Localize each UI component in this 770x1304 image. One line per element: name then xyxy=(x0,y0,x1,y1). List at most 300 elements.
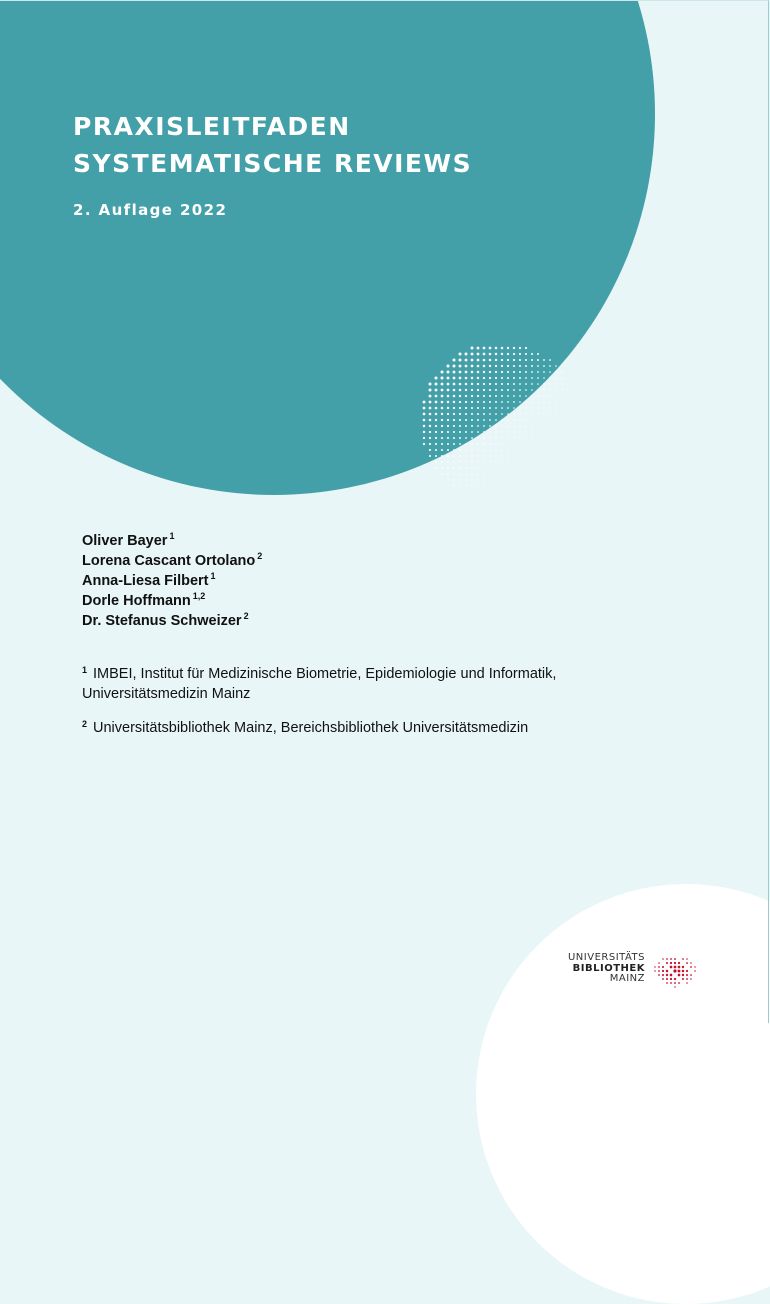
pattern-dot xyxy=(429,437,431,439)
pattern-dot xyxy=(483,359,486,362)
pattern-dot xyxy=(544,438,545,439)
pattern-dot xyxy=(574,414,575,415)
pattern-dot xyxy=(537,419,538,420)
pattern-dot xyxy=(543,395,544,396)
pattern-dot xyxy=(568,426,569,427)
pattern-dot xyxy=(525,377,527,379)
pattern-dot xyxy=(501,353,503,355)
pattern-dot xyxy=(574,402,575,403)
pattern-dot xyxy=(526,480,527,481)
pattern-dot xyxy=(465,455,467,457)
pattern-dot xyxy=(508,462,509,463)
pattern-dot xyxy=(549,389,550,390)
logo-dot xyxy=(662,958,664,960)
pattern-dot xyxy=(555,395,556,396)
pattern-dot xyxy=(513,401,515,403)
pattern-dot xyxy=(507,395,509,397)
pattern-dot xyxy=(532,486,533,487)
pattern-dot xyxy=(561,377,562,378)
pattern-dot xyxy=(483,437,485,439)
pattern-dot xyxy=(489,407,491,409)
corner-circle-shape xyxy=(476,884,770,1304)
pattern-dot xyxy=(525,395,527,397)
pattern-dot xyxy=(465,353,468,356)
pattern-dot xyxy=(549,371,551,373)
pattern-dot xyxy=(520,462,521,463)
pattern-dot xyxy=(447,473,449,475)
pattern-dot xyxy=(447,431,449,433)
pattern-dot xyxy=(471,371,474,374)
pattern-dot xyxy=(537,353,539,355)
pattern-dot xyxy=(532,492,533,493)
pattern-dot xyxy=(574,432,575,433)
pattern-dot xyxy=(520,492,521,493)
title-line-2: SYSTEMATISCHE REVIEWS xyxy=(73,149,473,178)
pattern-dot xyxy=(519,419,520,420)
edition-label: 2. Auflage 2022 xyxy=(73,201,228,219)
pattern-dot xyxy=(441,467,443,469)
logo-dot xyxy=(666,970,669,973)
pattern-dot xyxy=(453,461,455,463)
pattern-dot xyxy=(543,377,545,379)
pattern-dot xyxy=(514,492,515,493)
pattern-dot xyxy=(429,401,432,404)
logo-line-2: BIBLIOTHEK xyxy=(572,962,645,974)
pattern-dot xyxy=(453,371,456,374)
affiliation-2 xyxy=(82,718,528,738)
pattern-dot xyxy=(447,449,449,451)
pattern-dot xyxy=(471,359,474,362)
pattern-dot xyxy=(477,359,480,362)
pattern-dot xyxy=(537,359,539,361)
pattern-dot xyxy=(537,395,538,396)
logo-dot xyxy=(670,978,672,980)
pattern-dot xyxy=(490,486,491,487)
pattern-dot xyxy=(532,462,533,463)
pattern-dot xyxy=(459,395,461,397)
dot-pattern-decoration xyxy=(410,340,590,510)
pattern-dot xyxy=(459,431,461,433)
pattern-dot xyxy=(489,461,490,462)
pattern-dot xyxy=(562,408,563,409)
pattern-dot xyxy=(441,449,443,451)
logo-dot xyxy=(690,962,692,964)
pattern-dot xyxy=(465,401,467,403)
pattern-dot xyxy=(483,431,485,433)
pattern-dot xyxy=(477,419,479,421)
pattern-dot xyxy=(495,389,497,391)
pattern-dot xyxy=(447,455,449,457)
pattern-dot xyxy=(513,395,515,397)
pattern-dot xyxy=(429,383,432,386)
logo-dot xyxy=(670,974,673,977)
logo-dot xyxy=(674,962,676,964)
pattern-dot xyxy=(453,473,454,474)
pattern-dot xyxy=(519,425,520,426)
affiliation-number: 2 xyxy=(82,719,88,729)
pattern-dot xyxy=(447,389,450,392)
pattern-dot xyxy=(447,467,449,469)
pattern-dot xyxy=(483,407,485,409)
author-name: Dorle Hoffmann xyxy=(82,593,191,609)
title-line-1: PRAXISLEITFADEN xyxy=(73,112,351,141)
pattern-dot xyxy=(532,468,533,469)
pattern-dot xyxy=(441,389,444,392)
pattern-dot xyxy=(531,407,532,408)
pattern-dot xyxy=(538,426,539,427)
pattern-dot xyxy=(465,449,467,451)
pattern-dot xyxy=(531,395,532,396)
pattern-dot xyxy=(550,480,551,481)
pattern-dot xyxy=(532,432,533,433)
pattern-dot xyxy=(495,371,497,373)
pattern-dot xyxy=(483,371,485,373)
author-affiliation-mark: 2 xyxy=(257,551,263,561)
pattern-dot xyxy=(502,492,503,493)
pattern-dot xyxy=(526,486,527,487)
pattern-dot xyxy=(519,365,521,367)
pattern-dot xyxy=(447,395,450,398)
pattern-dot xyxy=(453,365,456,368)
pattern-dot xyxy=(477,395,479,397)
logo-dot xyxy=(682,978,684,980)
pattern-dot xyxy=(501,413,503,415)
pattern-dot xyxy=(453,407,455,409)
pattern-dot xyxy=(471,425,473,427)
pattern-dot xyxy=(429,389,432,392)
pattern-dot xyxy=(496,498,497,499)
pattern-dot xyxy=(526,450,527,451)
pattern-dot xyxy=(520,498,521,499)
pattern-dot xyxy=(429,419,432,422)
pattern-dot xyxy=(447,443,449,445)
pattern-dot xyxy=(544,456,545,457)
pattern-dot xyxy=(453,443,455,445)
pattern-dot xyxy=(568,432,569,433)
pattern-dot xyxy=(471,365,474,368)
pattern-dot xyxy=(477,401,479,403)
pattern-dot xyxy=(556,414,557,415)
pattern-dot xyxy=(490,498,491,499)
pattern-dot xyxy=(459,467,460,468)
logo-dot xyxy=(674,978,676,980)
pattern-dot xyxy=(513,407,515,409)
pattern-dot xyxy=(429,413,432,416)
pattern-dot xyxy=(562,414,563,415)
affiliation-text: IMBEI, Institut für Medizinische Biometrie, Epidemiologie und Informatik, xyxy=(93,666,557,682)
pattern-dot xyxy=(501,431,502,432)
pattern-dot xyxy=(513,437,514,438)
pattern-dot xyxy=(495,425,497,427)
pattern-dot xyxy=(526,456,527,457)
pattern-dot xyxy=(550,420,551,421)
logo-dot xyxy=(654,966,655,967)
pattern-dot xyxy=(465,479,466,480)
pattern-dot xyxy=(525,359,527,361)
pattern-dot xyxy=(495,347,498,350)
pattern-dot xyxy=(519,407,520,408)
pattern-dot xyxy=(520,456,521,457)
pattern-dot xyxy=(501,419,503,421)
pattern-dot xyxy=(538,474,539,475)
pattern-dot xyxy=(495,395,497,397)
pattern-dot xyxy=(459,413,461,415)
pattern-dot xyxy=(519,395,521,397)
author-item xyxy=(82,531,262,551)
pattern-dot xyxy=(537,377,539,379)
pattern-dot xyxy=(544,426,545,427)
pattern-dot xyxy=(423,437,425,439)
pattern-dot xyxy=(513,371,515,373)
pattern-dot xyxy=(537,413,538,414)
pattern-dot xyxy=(525,353,527,355)
pattern-dot xyxy=(441,371,444,374)
pattern-dot xyxy=(549,395,550,396)
pattern-dot xyxy=(495,455,496,456)
pattern-dot xyxy=(519,371,521,373)
pattern-dot xyxy=(453,413,455,415)
pattern-dot xyxy=(459,407,461,409)
pattern-dot xyxy=(477,383,479,385)
pattern-dot xyxy=(484,480,485,481)
pattern-dot xyxy=(513,419,514,420)
pattern-dot xyxy=(525,419,526,420)
pattern-dot xyxy=(465,383,468,386)
pattern-dot xyxy=(532,450,533,451)
pattern-dot xyxy=(465,431,467,433)
pattern-dot xyxy=(532,456,533,457)
pattern-dot xyxy=(459,359,462,362)
pattern-dot xyxy=(513,443,514,444)
logo-dot xyxy=(686,982,688,984)
pattern-dot xyxy=(453,395,456,398)
pattern-dot xyxy=(459,425,461,427)
pattern-dot xyxy=(561,383,562,384)
author-item xyxy=(82,611,262,631)
pattern-dot xyxy=(519,347,521,349)
logo-dot xyxy=(686,978,688,980)
pattern-dot xyxy=(562,450,563,451)
pattern-dot xyxy=(562,402,563,403)
pattern-dot xyxy=(531,425,532,426)
pattern-dot xyxy=(453,419,455,421)
pattern-dot xyxy=(489,449,490,450)
pattern-dot xyxy=(556,462,557,463)
pattern-dot xyxy=(459,401,461,403)
pattern-dot xyxy=(501,359,503,361)
pattern-dot xyxy=(483,353,486,356)
pattern-dot xyxy=(489,389,491,391)
pattern-dot xyxy=(429,407,432,410)
pattern-dot xyxy=(519,437,520,438)
pattern-dot xyxy=(490,474,491,475)
pattern-dot xyxy=(441,395,444,398)
pattern-dot xyxy=(508,492,509,493)
pattern-dot xyxy=(441,443,443,445)
pattern-dot xyxy=(549,365,551,367)
pattern-dot xyxy=(538,444,539,445)
pattern-dot xyxy=(538,462,539,463)
pattern-dot xyxy=(574,408,575,409)
pattern-dot xyxy=(537,389,538,390)
pattern-dot xyxy=(525,383,527,385)
pattern-dot xyxy=(471,485,472,486)
logo-dot xyxy=(678,982,680,984)
logo-dot xyxy=(674,966,677,969)
logo-dot xyxy=(678,966,681,969)
pattern-dot xyxy=(441,437,443,439)
pattern-dot xyxy=(568,450,569,451)
author-affiliation-mark: 1 xyxy=(169,531,175,541)
pattern-dot xyxy=(453,401,455,403)
pattern-dot xyxy=(549,383,550,384)
pattern-dot xyxy=(423,401,426,404)
pattern-dot xyxy=(561,371,562,372)
pattern-dot xyxy=(477,479,478,480)
pattern-dot xyxy=(519,383,521,385)
pattern-dot xyxy=(496,480,497,481)
pattern-dot xyxy=(544,462,545,463)
pattern-dot xyxy=(478,486,479,487)
pattern-dot xyxy=(526,468,527,469)
pattern-dot xyxy=(441,473,443,475)
pattern-dot xyxy=(483,455,484,456)
pattern-dot xyxy=(465,389,467,391)
pattern-dot xyxy=(453,449,455,451)
pattern-dot xyxy=(556,444,557,445)
pattern-dot xyxy=(477,425,479,427)
logo-dot xyxy=(690,974,692,976)
pattern-dot xyxy=(447,479,448,480)
pattern-dot xyxy=(471,383,473,385)
pattern-dot xyxy=(574,426,575,427)
pattern-dot xyxy=(496,486,497,487)
pattern-dot xyxy=(447,377,450,380)
pattern-dot xyxy=(477,455,478,456)
logo-dot xyxy=(666,962,668,964)
pattern-dot xyxy=(543,413,544,414)
pattern-dot xyxy=(544,444,545,445)
pattern-dot xyxy=(435,437,437,439)
pattern-dot xyxy=(465,491,466,492)
pattern-dot xyxy=(562,420,563,421)
pattern-dot xyxy=(508,468,509,469)
logo-line-1: UNIVERSITÄTS xyxy=(567,952,645,963)
pattern-dot xyxy=(441,425,443,427)
pattern-dot xyxy=(477,389,479,391)
pattern-dot xyxy=(519,377,521,379)
pattern-dot xyxy=(459,443,461,445)
author-name: Lorena Cascant Ortolano xyxy=(82,553,256,569)
pattern-dot xyxy=(513,353,515,355)
pattern-dot xyxy=(574,450,575,451)
pattern-dot xyxy=(525,431,526,432)
pattern-dot xyxy=(489,419,491,421)
pattern-dot xyxy=(507,383,509,385)
pattern-dot xyxy=(531,377,533,379)
author-item xyxy=(82,591,262,611)
pattern-dot xyxy=(555,377,556,378)
logo-dot xyxy=(678,970,681,973)
pattern-dot xyxy=(501,401,503,403)
pattern-dot xyxy=(489,371,491,373)
pattern-dot xyxy=(471,437,473,439)
pattern-dot xyxy=(508,456,509,457)
pattern-dot xyxy=(435,401,438,404)
pattern-dot xyxy=(513,389,515,391)
pattern-dot xyxy=(537,407,538,408)
pattern-dot xyxy=(477,365,480,368)
pattern-dot xyxy=(483,473,484,474)
pattern-dot xyxy=(567,389,568,390)
author-affiliation-mark: 2 xyxy=(243,611,249,621)
pattern-dot xyxy=(429,455,431,457)
pattern-dot xyxy=(465,413,467,415)
pattern-dot xyxy=(459,455,461,457)
author-name: Anna-Liesa Filbert xyxy=(82,573,209,589)
pattern-dot xyxy=(429,443,431,445)
pattern-dot xyxy=(544,432,545,433)
pattern-dot xyxy=(465,419,467,421)
pattern-dot xyxy=(495,353,498,356)
pattern-dot xyxy=(495,461,496,462)
pattern-dot xyxy=(477,413,479,415)
pattern-dot xyxy=(532,438,533,439)
pattern-dot xyxy=(538,480,539,481)
pattern-dot xyxy=(435,395,438,398)
pattern-dot xyxy=(502,474,503,475)
pattern-dot xyxy=(555,401,556,402)
pattern-dot xyxy=(507,365,509,367)
pattern-dot xyxy=(489,413,491,415)
pattern-dot xyxy=(483,449,484,450)
logo-dot xyxy=(686,962,688,964)
pattern-dot xyxy=(471,407,473,409)
pattern-dot xyxy=(562,444,563,445)
pattern-dot xyxy=(477,449,478,450)
pattern-dot xyxy=(561,395,562,396)
pattern-dot xyxy=(441,407,444,410)
author-list xyxy=(82,531,262,631)
pattern-dot xyxy=(519,431,520,432)
pattern-dot xyxy=(495,359,497,361)
pattern-dot xyxy=(514,468,515,469)
pattern-dot xyxy=(514,498,515,499)
pattern-dot xyxy=(556,456,557,457)
pattern-dot xyxy=(537,383,539,385)
pattern-dot xyxy=(441,455,443,457)
pattern-dot xyxy=(471,455,472,456)
pattern-dot xyxy=(453,383,456,386)
pattern-dot xyxy=(435,407,438,410)
pattern-dot xyxy=(489,455,490,456)
pattern-dot xyxy=(477,473,478,474)
logo-dot xyxy=(670,962,672,964)
pattern-dot xyxy=(538,468,539,469)
pattern-dot xyxy=(495,413,497,415)
pattern-dot xyxy=(453,359,456,362)
logo-dot xyxy=(673,969,676,972)
logo-dot xyxy=(662,978,664,980)
document-title xyxy=(73,108,472,182)
pattern-dot xyxy=(526,444,527,445)
logo-dot xyxy=(678,962,680,964)
pattern-dot xyxy=(459,473,460,474)
pattern-dot xyxy=(489,401,491,403)
pattern-dot xyxy=(556,450,557,451)
pattern-dot xyxy=(501,425,502,426)
pattern-dot xyxy=(441,401,444,404)
